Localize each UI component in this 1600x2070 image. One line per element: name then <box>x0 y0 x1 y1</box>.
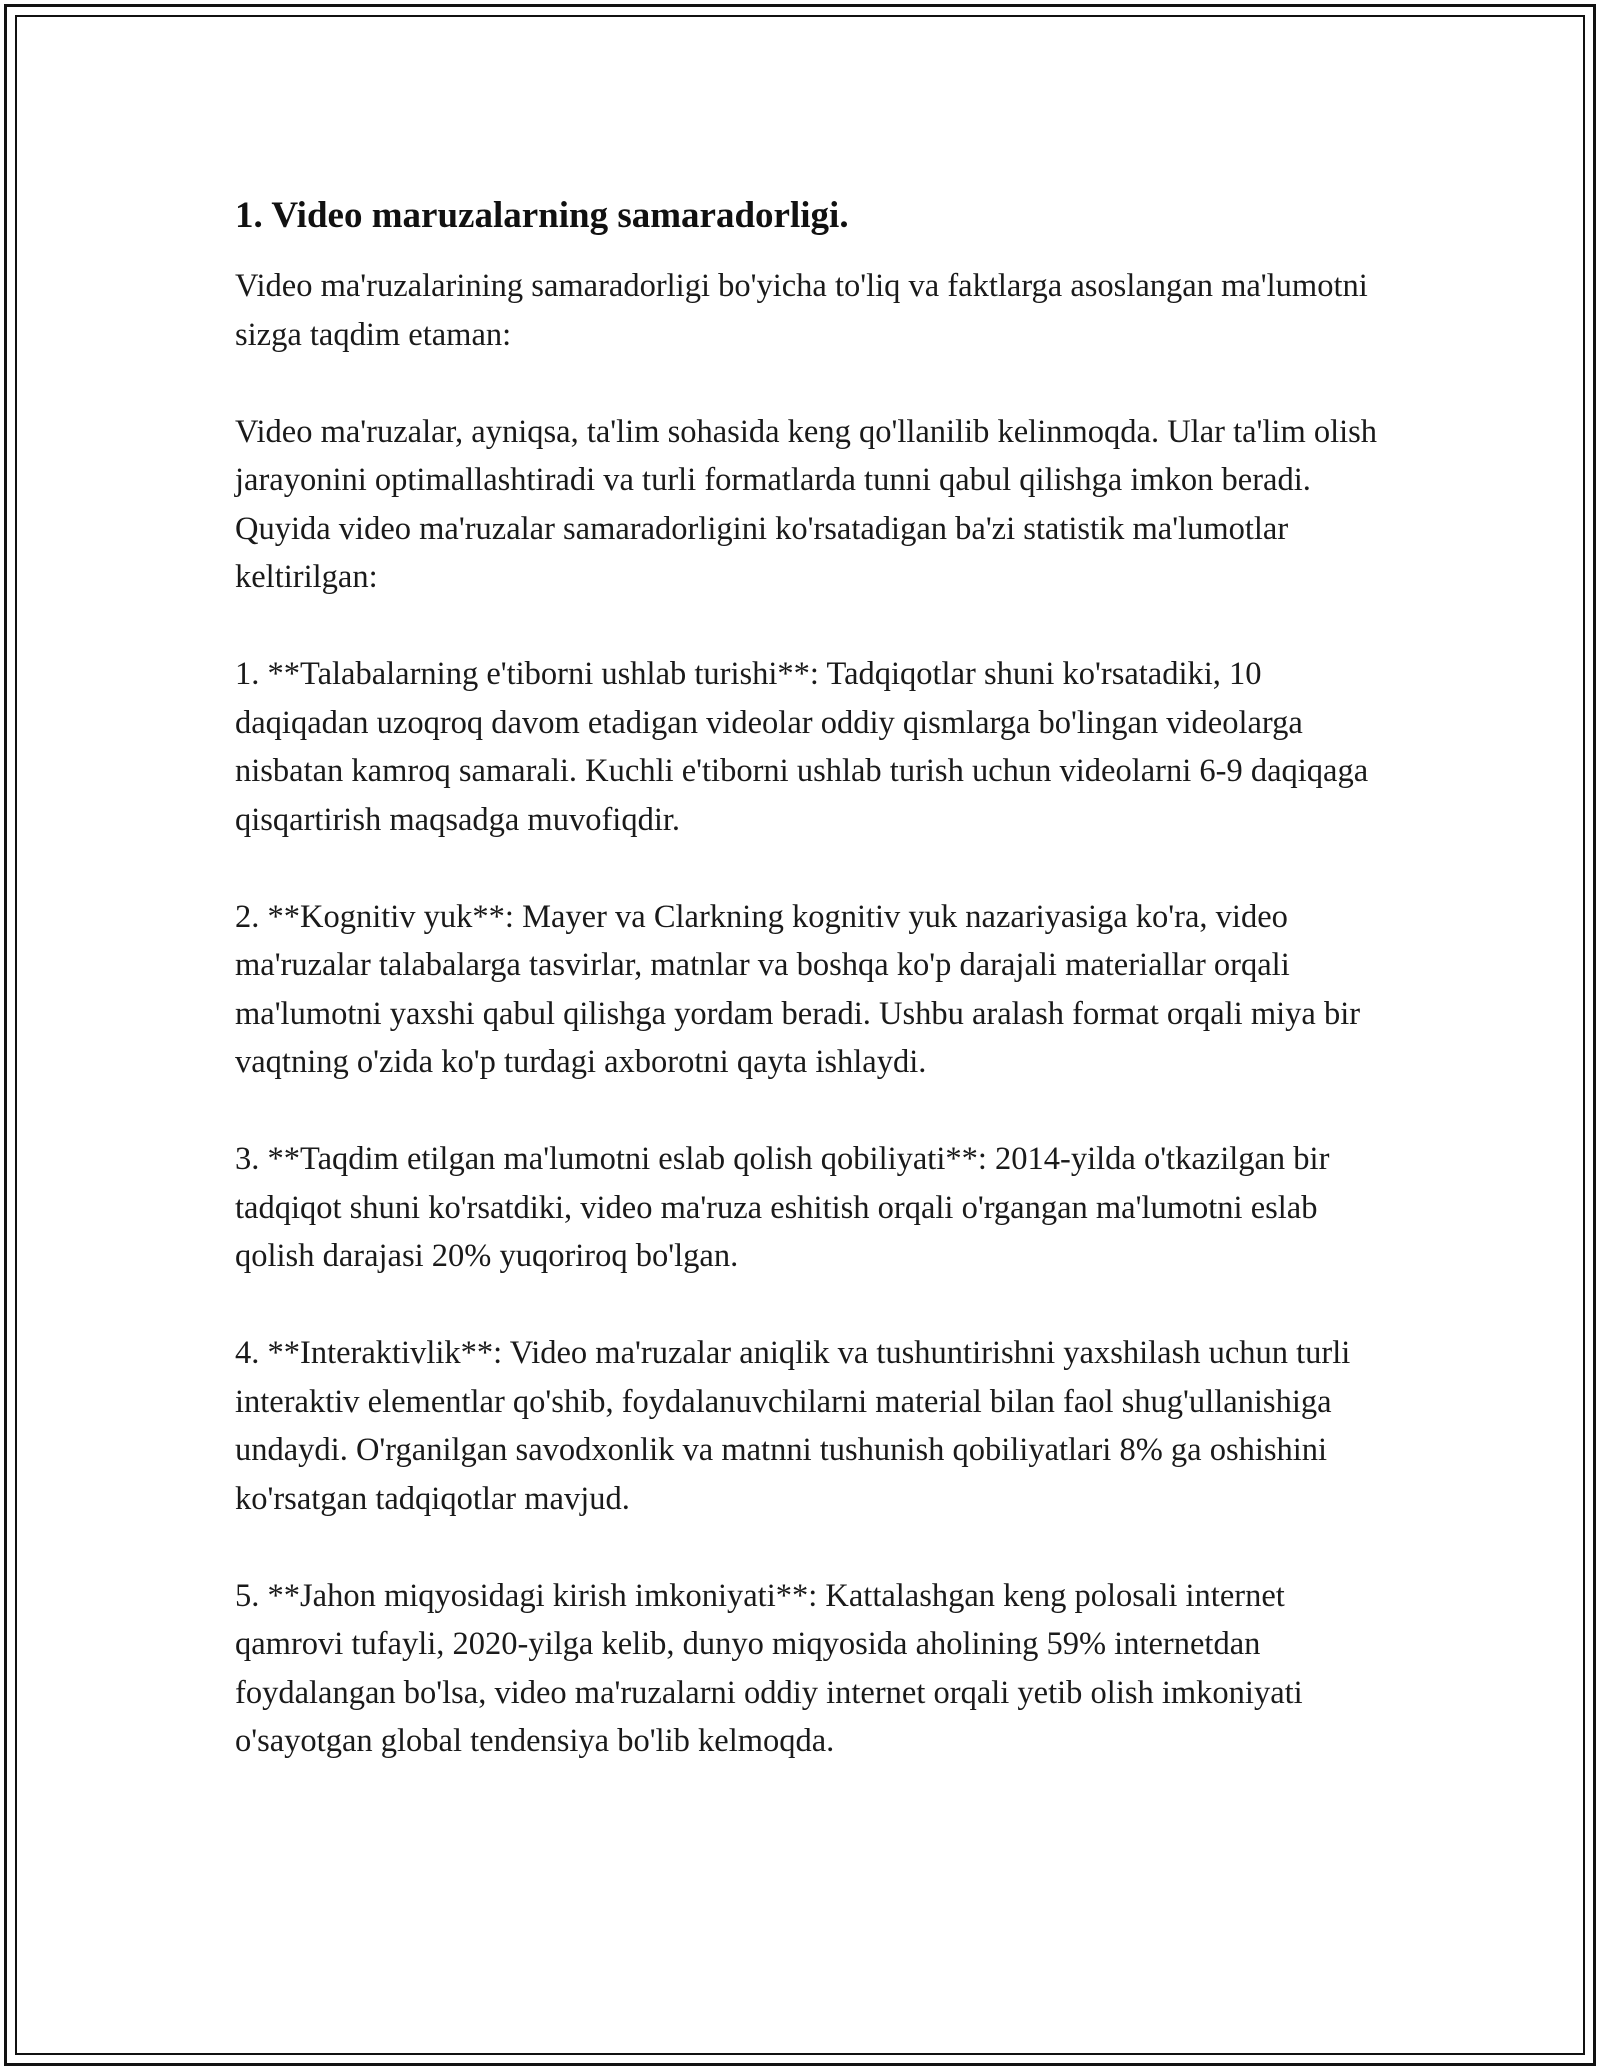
intro-paragraph: Video ma'ruzalarining samaradorligi bo'yicha to'liq va faktlarga asoslangan ma'lumotni sizga taqdim etaman: <box>235 268 1368 353</box>
document-heading: 1. Video maruzalarning samaradorligi. <box>235 195 849 236</box>
point-interactivity-paragraph: 4. **Interaktivlik**: Video ma'ruzalar aniqlik va tushuntirishni yaxshilash uchun turli interaktiv elementlar qo'shib, foydalanuvchilarni material bilan faol shug'ullanishiga undaydi. O'rganilgan savodxonlik va matnni tushunish qobiliyatlari 8% ga oshishini ko'rsatgan tadqiqotlar mavjud. <box>235 1335 1351 1517</box>
point-cognitive-load-paragraph: 2. **Kognitiv yuk**: Mayer va Clarkning kognitiv yuk nazariyasiga ko'ra, video ma'ruzalar talabalarga tasvirlar, matnlar va boshqa ko'p darajali materiallar orqali ma'lumotni yaxshi qabul qilishga yordam beradi. Ushbu aralash format orqali miya bir vaqtning o'zida ko'p turdagi axborotni qayta ishlaydi. <box>235 898 1361 1080</box>
point-global-access-paragraph: 5. **Jahon miqyosidagi kirish imkoniyati**: Kattalashgan keng polosali internet qamrovi tufayli, 2020-yilga kelib, dunyo miqyosida aholining 59% internetdan foydalangan bo'lsa, video ma'ruzalarni oddiy internet orqali yetib olish imkoniyati o'sayotgan global tendensiya bo'lib kelmoqda. <box>235 1577 1303 1759</box>
context-paragraph: Video ma'ruzalar, ayniqsa, ta'lim sohasida keng qo'llanilib kelinmoqda. Ular ta'lim olish jarayonini optimallashtiradi va turli formatlarda tunni qabul qilishga imkon beradi. Quyida video ma'ruzalar samaradorligini ko'rsatadigan ba'zi statistik ma'lumotlar keltirilgan: <box>235 413 1378 595</box>
document-body <box>235 186 1380 1766</box>
point-retention-paragraph: 3. **Taqdim etilgan ma'lumotni eslab qolish qobiliyati**: 2014-yilda o'tkazilgan bir tadqiqot shuni ko'rsatdiki, video ma'ruza eshitish orqali o'rgangan ma'lumotni eslab qolish darajasi 20% yuqoriroq bo'lgan. <box>235 1141 1330 1274</box>
point-attention-paragraph: 1. **Talabalarning e'tiborni ushlab turishi**: Tadqiqotlar shuni ko'rsatadiki, 10 daqiqadan uzoqroq davom etadigan videolar oddiy qismlarga bo'lingan videolarga nisbatan kamroq samarali. Kuchli e'tiborni ushlab turish uchun videolarni 6-9 daqiqaga qisqartirish maqsadga muvofiqdir. <box>235 656 1369 838</box>
